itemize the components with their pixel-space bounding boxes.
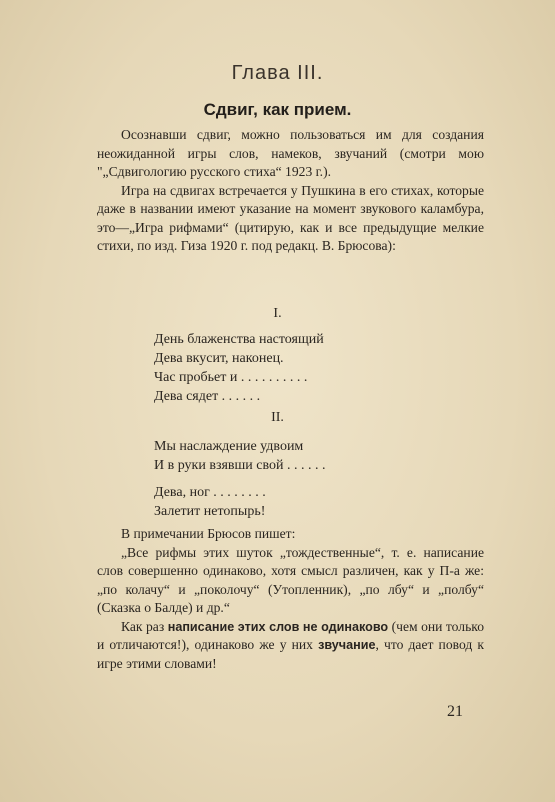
- verse-line: Дева вкусит, наконец.: [154, 351, 284, 366]
- para5-part: Как раз: [121, 618, 168, 634]
- body-text-top: [97, 126, 484, 256]
- verse-line: Час пробьет и . . . . . . . . . .: [154, 370, 308, 385]
- paragraph-4: „Все рифмы этих шуток „тождественные“, т. е. написание слов совершенно одинаково, хотя смысл различен, как у П-а же: „по колачу“ и „поколочу“ (Утопленник), „по лбу“ и „полбу“ (Сказка о Балде) и др.“: [97, 544, 484, 615]
- para5-part: , что дает повод к игре этими словами!: [97, 637, 484, 671]
- page-number: 21: [447, 703, 463, 720]
- body-text-bottom: [97, 525, 484, 673]
- section-number-2: II.: [271, 410, 284, 425]
- verse-block-2: [154, 437, 474, 521]
- verse-line: Мы наслаждение удвоим: [154, 439, 304, 454]
- chapter-heading: Глава III.: [231, 62, 324, 84]
- verse-line: День блаженства настоящий: [154, 332, 324, 347]
- paragraph-5: [97, 618, 484, 674]
- paragraph-2: Игра на сдвигах встречается у Пушкина в его стихах, которые даже в названии имеют указание на момент звукового каламбура, это—„Игра рифмами“ (цитирую, как и все предыдущие мелкие стихи, по изд. Гиза 1920 г. под редакц. В. Брюсова):: [97, 182, 484, 253]
- para5-emphasis: написание этих слов не одинаково: [167, 619, 389, 634]
- para5-emphasis: звучание: [318, 638, 376, 652]
- paragraph-1: Осознавши сдвиг, можно пользоваться им для создания неожиданной игры слов, намеков, звучаний (смотри мою "„Сдвигологию русского стиха“ 1923 г.).: [97, 127, 484, 179]
- verse-gap: [154, 475, 474, 483]
- verse-line: Дева сядет . . . . . .: [154, 389, 261, 404]
- verse-block-1: [154, 330, 474, 406]
- verse-line: Дева, ног . . . . . . . .: [154, 485, 266, 500]
- section-number-1: I.: [273, 306, 282, 321]
- paragraph-3: В примечании Брюсов пишет:: [121, 526, 296, 541]
- verse-line: И в руки взявши свой . . . . . .: [154, 458, 326, 473]
- para5-part: (чем они только и отличаются!), одинаково же у них: [97, 618, 484, 652]
- verse-line: Залетит нетопырь!: [154, 504, 266, 519]
- section-title: Сдвиг, как прием.: [203, 100, 352, 119]
